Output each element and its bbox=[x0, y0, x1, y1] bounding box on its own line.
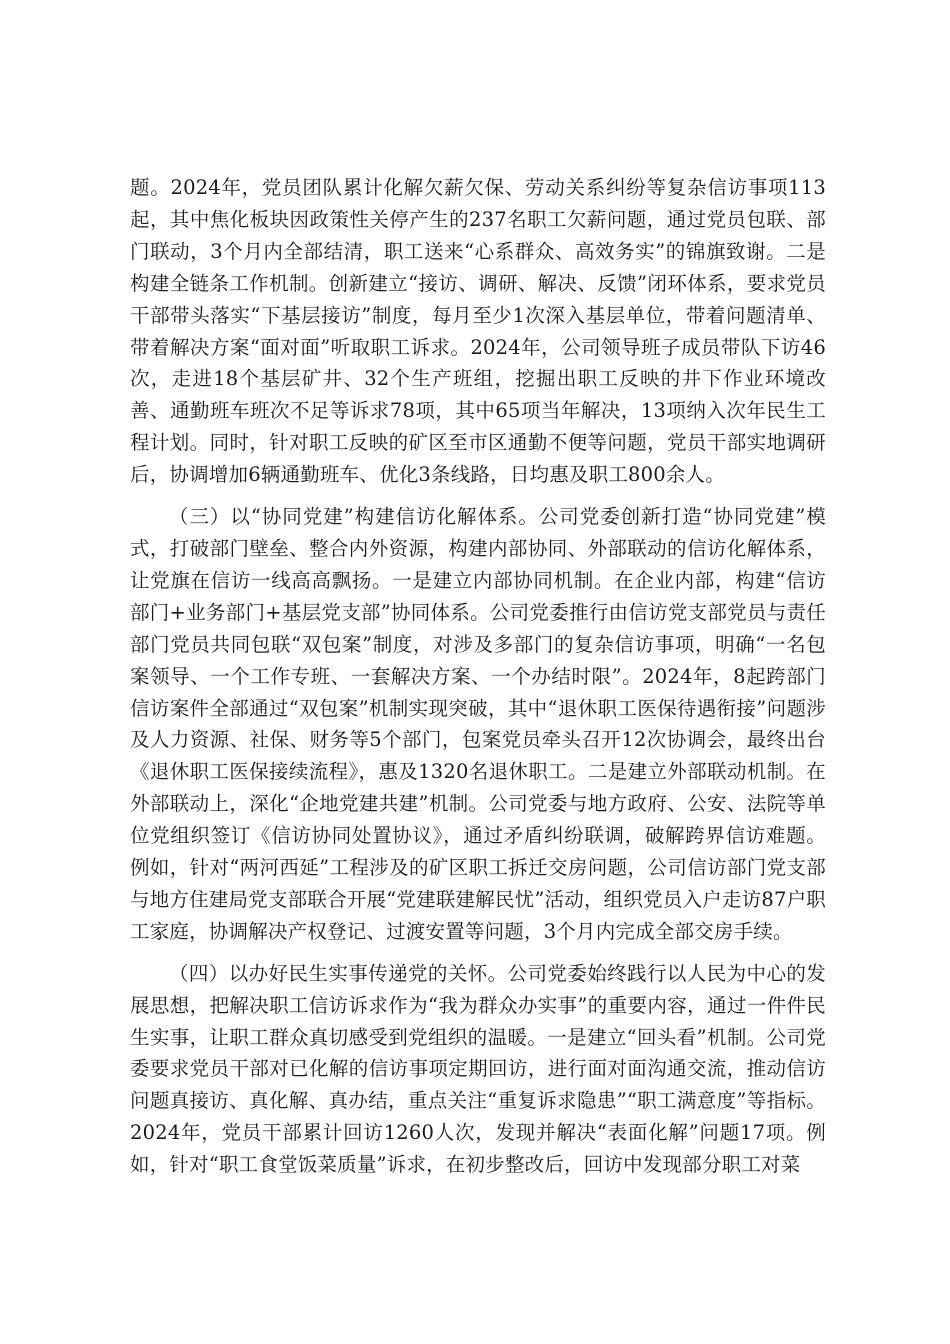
paragraph-continuation: 题。2024年，党员团队累计化解欠薪欠保、劳动关系纠纷等复杂信访事项113起，其中焦化板块因政策性关停产生的237名职工欠薪问题，通过党员包联、部门联动，3个月内全部结清，职工送来“心系群众、高效务实”的锦旗致谢。二是构建全链条工作机制。创新建立“接访、调研、解决、反馈”闭环体系，要求党员干部带头落实“下基层接访”制度，每月至少1次深入基层单位，带着问题清单、带着解决方案“面对面”听取职工诉求。2024年，公司领导班子成员带队下访46次，走进18个基层矿井、32个生产班组，挖掘出职工反映的井下作业环境改善、通勤班车班次不足等诉求78项，其中65项当年解决，13项纳入次年民生工程计划。同时，针对职工反映的矿区至市区通勤不便等问题，党员干部实地调研后，协调增加6辆通勤班车、优化3条线路，日均惠及职工800余人。 bbox=[130, 176, 826, 487]
paragraph-section-four: （四）以办好民生实事传递党的关怀。公司党委始终践行以人民为中心的发展思想，把解决职工信访诉求作为“我为群众办实事”的重要内容，通过一件件民生实事，让职工群众真切感受到党组织的温暖。一是建立“回头看”机制。公司党委要求党员干部对已化解的信访事项定期回访，进行面对面沟通交流，推动信访问题真接访、真化解、真办结，重点关注“重复诉求隐患”“职工满意度”等指标。2024年，党员干部累计回访1260人次，发现并解决“表面化解”问题17项。例如，针对“职工食堂饭菜质量”诉求，在初步整改后，回访中发现部分职工对菜 bbox=[130, 961, 826, 1177]
paragraph-spacer bbox=[130, 491, 826, 501]
document-body bbox=[130, 172, 826, 1181]
paragraph-spacer bbox=[130, 948, 826, 958]
paragraph-section-three: （三）以“协同党建”构建信访化解体系。公司党委创新打造“协同党建”模式，打破部门壁垒、整合内外资源，构建内部协同、外部联动的信访化解体系，让党旗在信访一线高高飘扬。一是建立内部协同机制。在企业内部，构建“信访部门+业务部门+基层党支部”协同体系。公司党委推行由信访党支部党员与责任部门党员共同包联“双包案”制度，对涉及多部门的复杂信访事项，明确“一名包案领导、一个工作专班、一套解决方案、一个办结时限”。2024年，8起跨部门信访案件全部通过“双包案”机制实现突破，其中“退休职工医保待遇衔接”问题涉及人力资源、社保、财务等5个部门，包案党员牵头召开12次协调会，最终出台《退休职工医保接续流程》，惠及1320名退休职工。二是建立外部联动机制。在外部联动上，深化“企地党建共建”机制。公司党委与地方政府、公安、法院等单位党组织签订《信访协同处置协议》，通过矛盾纠纷联调，破解跨界信访难题。例如，针对“两河西延”工程涉及的矿区职工拆迁交房问题，公司信访部门党支部与地方住建局党支部联合开展“党建联建解民忧”活动，组织党员入户走访87户职工家庭，协调解决产权登记、过渡安置等问题，3个月内完成全部交房手续。 bbox=[130, 505, 826, 943]
